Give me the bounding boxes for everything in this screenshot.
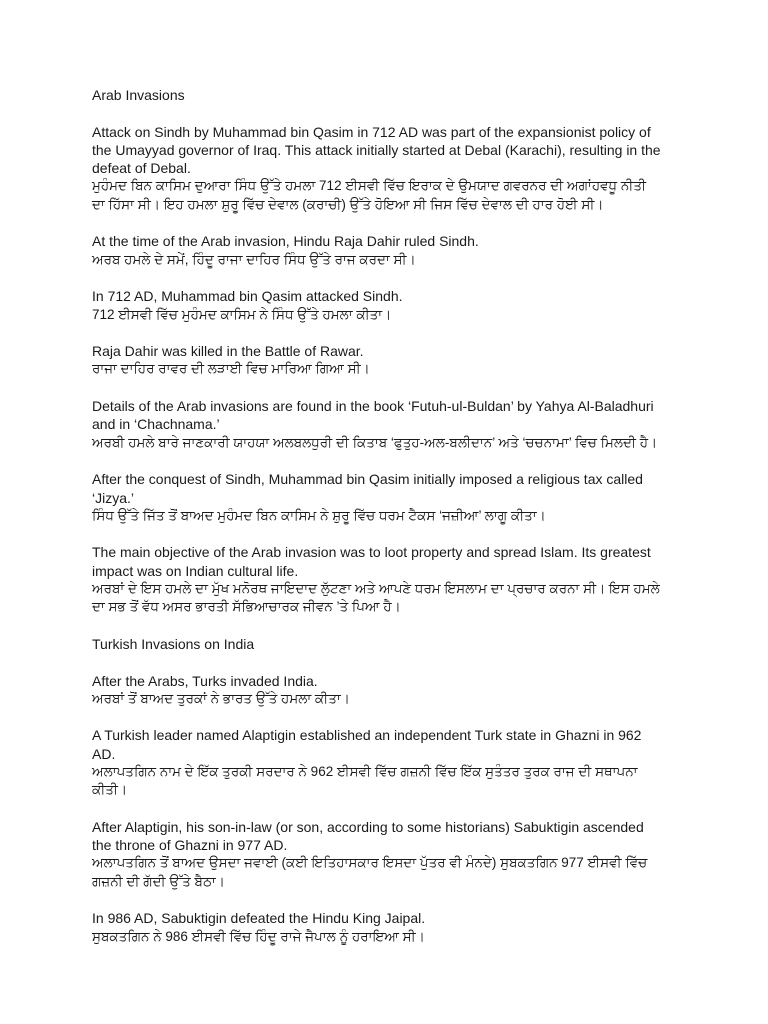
english-text-line: Turkish Invasions on India <box>92 635 255 652</box>
paragraph <box>92 342 712 379</box>
paragraph <box>92 672 712 709</box>
punjabi-text-line: 712 ਈਸਵੀ ਵਿੱਚ ਮੁਹੰਮਦ ਕਾਸਿਮ ਨੇ ਸਿੰਧ ਉੱਤੇ ਹਮਲਾ ਕੀਤਾ। <box>92 306 392 322</box>
punjabi-text-line: ਅਰਬਾਂ ਤੋਂ ਬਾਅਦ ਤੁਰਕਾਂ ਨੇ ਭਾਰਤ ਉੱਤੇ ਹਮਲਾ ਕੀਤਾ। <box>92 690 350 706</box>
english-text-line: After the conquest of Sindh, Muhammad bin Qasim initially imposed a religious tax called <box>92 471 643 488</box>
punjabi-text-line: ਅਰਬੀ ਹਮਲੇ ਬਾਰੇ ਜਾਣਕਾਰੀ ਯਾਹਯਾ ਅਲਬਲਧੁਰੀ ਦੀ ਕਿਤਾਬ ‘ਫੁਤੁਹ-ਅਲ-ਬਲੀਦਾਨ’ ਅਤੇ ‘ਚਚਨਾਮਾ’ ਵਿਚ ਮਿਲਦੀ ਹੈ। <box>92 434 658 450</box>
punjabi-text-line: ਅਰਬਾਂ ਦੇ ਇਸ ਹਮਲੇ ਦਾ ਮੁੱਖ ਮਨੋਰਥ ਜਾਇਦਾਦ ਲੁੱਟਣਾ ਅਤੇ ਆਪਣੇ ਧਰਮ ਇਸਲਾਮ ਦਾ ਪ੍ਰਚਾਰ ਕਰਨਾ ਸੀ। ਇਸ ਹਮਲੇ <box>92 581 660 597</box>
english-text-line: Details of the Arab invasions are found in the book ‘Futuh-ul-Buldan’ by Yahya Al-Baladhuri <box>92 398 654 415</box>
punjabi-text-line: ਸਿੰਧ ਉੱਤੇ ਜਿੱਤ ਤੋਂ ਬਾਅਦ ਮੁਹੰਮਦ ਬਿਨ ਕਾਸਿਮ ਨੇ ਸ਼ੁਰੂ ਵਿੱਚ ਧਰਮ ਟੈਕਸ ‘ਜਜ਼ੀਆ’ ਲਾਗੂ ਕੀਤਾ। <box>92 507 546 523</box>
english-text-line: Raja Dahir was killed in the Battle of Rawar. <box>92 343 364 360</box>
english-text-line: the throne of Ghazni in 977 AD. <box>92 837 288 854</box>
english-text-line: A Turkish leader named Alaptigin established an independent Turk state in Ghazni in 962 <box>92 727 642 744</box>
english-text-line: and in ‘Chachnama.’ <box>92 416 220 433</box>
english-text-line: Arab Invasions <box>92 87 185 103</box>
paragraph <box>92 818 712 891</box>
english-text-line: At the time of the Arab invasion, Hindu Raja Dahir ruled Sindh. <box>92 233 479 250</box>
punjabi-text-line: ਦਾ ਸਭ ਤੋਂ ਵੱਧ ਅਸਰ ਭਾਰਤੀ ਸੱਭਿਆਚਾਰਕ ਜੀਵਨ ’ਤੇ ਪਿਆ ਹੈ। <box>92 599 401 615</box>
punjabi-text-line: ਦਾ ਹਿੱਸਾ ਸੀ। ਇਹ ਹਮਲਾ ਸ਼ੁਰੂ ਵਿੱਚ ਦੇਵਾਲ (ਕਰਾਚੀ) ਉੱਤੇ ਹੋਇਆ ਸੀ ਜਿਸ ਵਿੱਚ ਦੇਵਾਲ ਦੀ ਹਾਰ ਹੋਈ ਸੀ। <box>92 196 604 212</box>
punjabi-text-line: ਅਲਾਪਤਗਿਨ ਤੋਂ ਬਾਅਦ ਉਸਦਾ ਜਵਾਈ (ਕਈ ਇਤਿਹਾਸਕਾਰ ਇਸਦਾ ਪੁੱਤਰ ਵੀ ਮੰਨਦੇ) ਸੁਬਕਤਗਿਨ 977 ਈਸਵੀ ਵਿੱਚ <box>92 855 648 871</box>
punjabi-text-line: ਗਜ਼ਨੀ ਦੀ ਗੱਦੀ ਉੱਤੇ ਬੈਠਾ। <box>92 873 225 889</box>
english-text-line: impact was on Indian cultural life. <box>92 562 299 579</box>
paragraph <box>92 543 712 616</box>
english-text-line: The main objective of the Arab invasion was to loot property and spread Islam. Its greatest <box>92 544 651 561</box>
english-text-line: ‘Jizya.’ <box>92 489 135 506</box>
paragraph <box>92 726 712 799</box>
paragraph <box>92 123 712 214</box>
document-page <box>92 86 712 964</box>
punjabi-text-line: ਅਰਬ ਹਮਲੇ ਦੇ ਸਮੇਂ, ਹਿੰਦੂ ਰਾਜਾ ਦਾਹਿਰ ਸਿੰਧ ਉੱਤੇ ਰਾਜ ਕਰਦਾ ਸੀ। <box>92 251 416 267</box>
paragraph <box>92 909 712 946</box>
english-text-line: After the Arabs, Turks invaded India. <box>92 672 318 689</box>
english-text-line: In 986 AD, Sabuktigin defeated the Hindu King Jaipal. <box>92 910 426 927</box>
punjabi-text-line: ਕੀਤੀ। <box>92 782 128 798</box>
punjabi-text-line: ਸੁਬਕਤਗਿਨ ਨੇ 986 ਈਸਵੀ ਵਿੱਚ ਹਿੰਦੂ ਰਾਜੇ ਜੈਪਾਲ ਨੂੰ ਹਰਾਇਆ ਸੀ। <box>92 928 425 944</box>
english-text-line: the Umayyad governor of Iraq. This attack initially started at Debal (Karachi), resulting in the <box>92 141 661 158</box>
section-heading <box>92 635 712 653</box>
paragraph <box>92 470 712 525</box>
english-text-line: In 712 AD, Muhammad bin Qasim attacked Sindh. <box>92 288 403 305</box>
paragraph <box>92 232 712 269</box>
english-text-line: defeat of Debal. <box>92 160 191 177</box>
english-text-line: After Alaptigin, his son-in-law (or son, according to some historians) Sabuktigin ascended <box>92 818 644 835</box>
section-heading <box>92 86 712 104</box>
punjabi-text-line: ਮੁਹੰਮਦ ਬਿਨ ਕਾਸਿਮ ਦੁਆਰਾ ਸਿੰਧ ਉੱਤੇ ਹਮਲਾ 712 ਈਸਵੀ ਵਿੱਚ ਇਰਾਕ ਦੇ ਉਮਯਾਦ ਗਵਰਨਰ ਦੀ ਅਗਾਂਹਵਧੂ ਨੀਤੀ <box>92 178 647 194</box>
punjabi-text-line: ਰਾਜਾ ਦਾਹਿਰ ਰਾਵਰ ਦੀ ਲੜਾਈ ਵਿਚ ਮਾਰਿਆ ਗਿਆ ਸੀ। <box>92 361 370 377</box>
paragraph <box>92 397 712 452</box>
english-text-line: Attack on Sindh by Muhammad bin Qasim in 712 AD was part of the expansionist policy of <box>92 123 651 140</box>
paragraph <box>92 287 712 324</box>
punjabi-text-line: ਅਲਾਪਤਗਿਨ ਨਾਮ ਦੇ ਇੱਕ ਤੁਰਕੀ ਸਰਦਾਰ ਨੇ 962 ਈਸਵੀ ਵਿੱਚ ਗਜ਼ਨੀ ਵਿੱਚ ਇੱਕ ਸੁਤੰਤਰ ਤੁਰਕ ਰਾਜ ਦੀ ਸਥਾਪਨਾ <box>92 763 638 779</box>
english-text-line: AD. <box>92 745 116 762</box>
